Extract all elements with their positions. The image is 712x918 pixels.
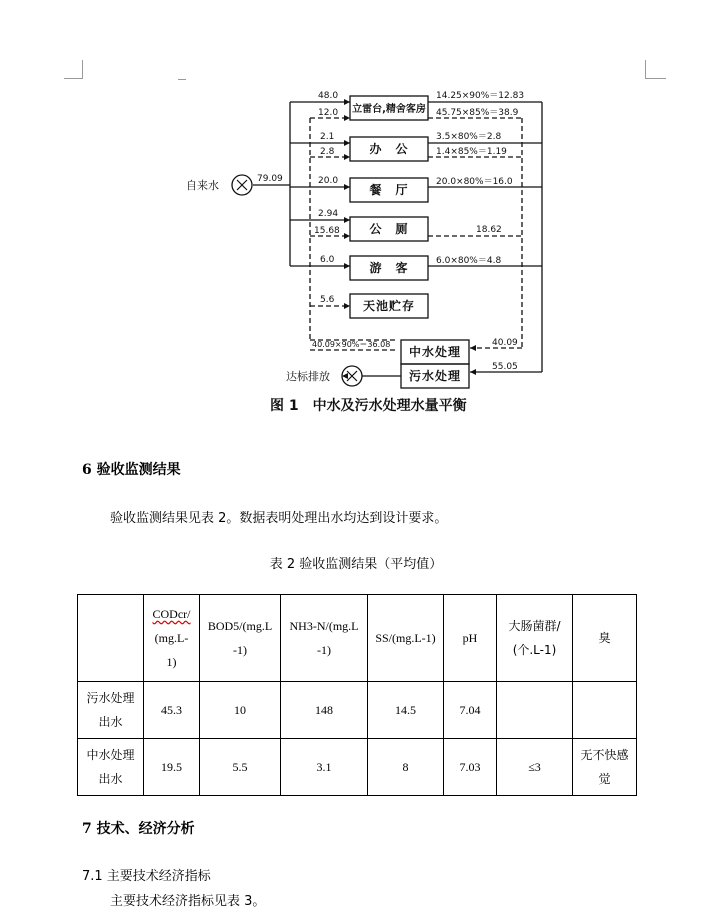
section-7-heading: 7 技术、经济分析 (82, 821, 195, 837)
table-cell: 148 (281, 682, 368, 739)
header-cell: CODcr/ (mg.L- 1) (144, 595, 200, 682)
section-7-1-heading: 7.1 主要技术经济指标 (82, 869, 211, 884)
table-cell: 19.5 (144, 739, 200, 796)
flow-label: 40.09 (492, 338, 518, 348)
box-label: 中水处理 (408, 345, 462, 359)
section-6-heading: 6 验收监测结果 (82, 462, 181, 478)
flow-label: 15.68 (314, 226, 340, 236)
box-label: 立雷台,精舍客房 (352, 104, 426, 115)
table-cell: 5.5 (200, 739, 281, 796)
table-cell: 3.1 (281, 739, 368, 796)
flow-label: 3.5×80%＝2.8 (436, 132, 502, 142)
table-cell: 7.03 (444, 739, 497, 796)
header-cell: 大肠菌群/ (个.L-1) (497, 595, 573, 682)
flow-label: 40.09×90%＝36.08 (312, 340, 391, 349)
row-label: 中水处理 出水 (78, 739, 144, 796)
header-cell: 臭 (573, 595, 637, 682)
flow-label: 55.05 (492, 362, 518, 372)
table-cell: 7.04 (444, 682, 497, 739)
row-label: 污水处理 出水 (78, 682, 144, 739)
flow-label: 12.0 (318, 108, 339, 118)
header-cell (78, 595, 144, 682)
flow-label: 18.62 (476, 225, 502, 235)
table-row (78, 739, 637, 796)
table-cell: 无不快感 觉 (573, 739, 637, 796)
table-cell (497, 682, 573, 739)
table-cell (573, 682, 637, 739)
results-table (77, 594, 637, 796)
box-label: 游 客 (369, 261, 409, 275)
box-label: 污水处理 (408, 369, 462, 383)
source-flow: 79.09 (257, 174, 283, 184)
table-cell: 45.3 (144, 682, 200, 739)
section-6-paragraph: 验收监测结果见表 2。数据表明处理出水均达到设计要求。 (110, 511, 448, 526)
table-row (78, 682, 637, 739)
header-cell: NH3-N/(mg.L -1) (281, 595, 368, 682)
flow-label: 2.94 (318, 209, 339, 219)
box-label: 天池贮存 (362, 299, 416, 313)
flow-label: 6.0×80%＝4.8 (436, 256, 502, 266)
box-label: 办 公 (369, 142, 409, 156)
discharge-label: 达标排放 (286, 370, 330, 383)
header-cell: BOD5/(mg.L -1) (200, 595, 281, 682)
flow-label: 20.0 (318, 176, 339, 186)
figure-caption: 图 1 中水及污水处理水量平衡 (270, 398, 467, 414)
box-label: 公 厕 (369, 222, 409, 236)
flow-label: 45.75×85%＝38.9 (436, 108, 519, 118)
flow-label: 2.8 (320, 147, 335, 157)
table-cell: 10 (200, 682, 281, 739)
box-label: 餐 厅 (369, 183, 409, 197)
flow-label: 14.25×90%＝12.83 (436, 91, 525, 101)
water-balance-diagram (0, 0, 712, 430)
table-caption: 表 2 验收监测结果（平均值） (269, 557, 443, 572)
source-label: 自来水 (186, 179, 219, 192)
section-7-1-paragraph: 主要技术经济指标见表 3。 (110, 894, 266, 909)
table-cell: ≤3 (497, 739, 573, 796)
flow-label: 2.1 (320, 132, 335, 142)
header-cell: pH (444, 595, 497, 682)
flow-label: 48.0 (318, 91, 339, 101)
table-header-row (78, 595, 637, 682)
flow-label: 6.0 (320, 255, 335, 265)
table-cell: 14.5 (368, 682, 444, 739)
header-cell: SS/(mg.L-1) (368, 595, 444, 682)
flow-label: 1.4×85%＝1.19 (436, 147, 507, 157)
flow-label: 5.6 (320, 295, 335, 305)
flow-label: 20.0×80%＝16.0 (436, 177, 513, 187)
table-cell: 8 (368, 739, 444, 796)
